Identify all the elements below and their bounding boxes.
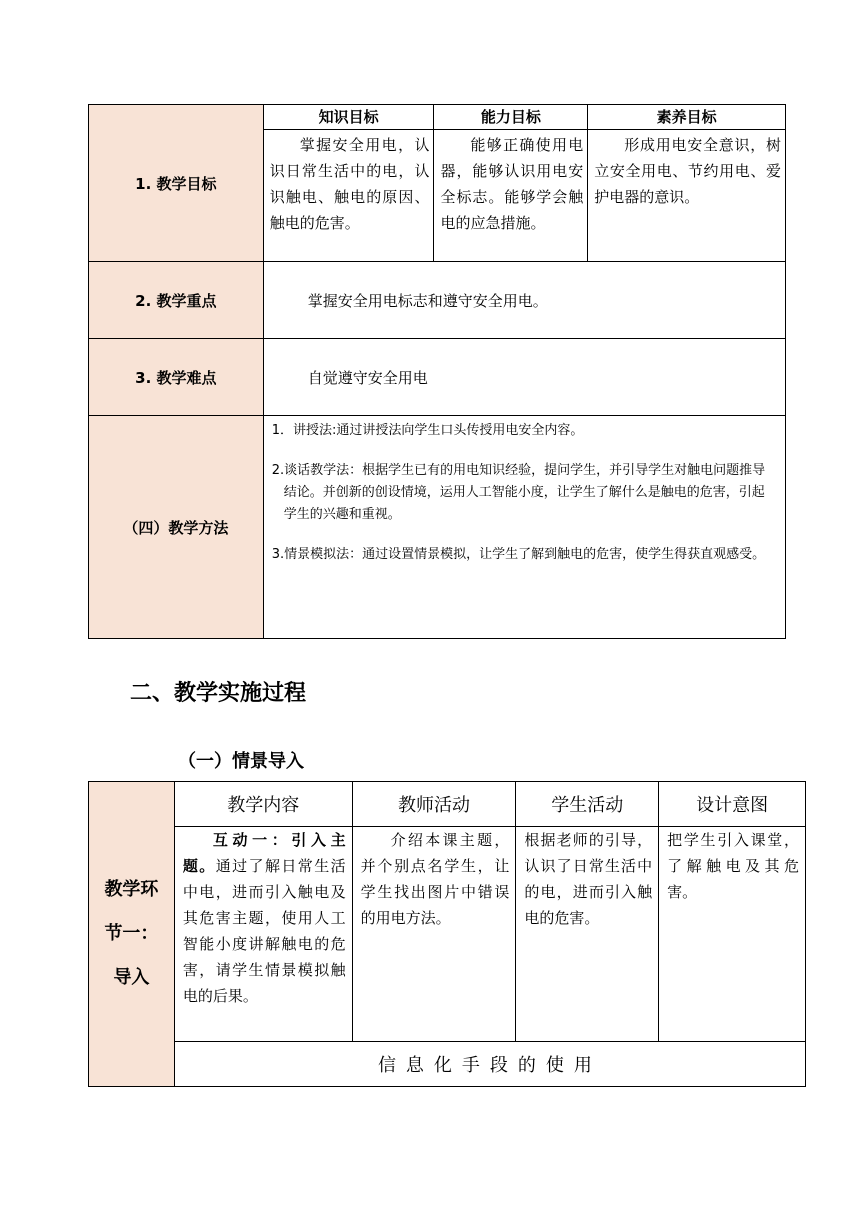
interaction-title: 互动一：引入主题。 [182, 831, 346, 875]
teaching-goals-table [88, 104, 786, 639]
method-item: 2.谈话教学法：根据学生已有的用电知识经验，提问学生，并引导学生对触电问题推导结论。并创新的创设情境，运用人工智能小度，让学生了解什么是触电的危害，引起学生的兴趣和重视。 [271, 463, 766, 522]
header-teacher: 教师活动 [352, 782, 516, 827]
header-student: 学生活动 [516, 782, 659, 827]
methods-label: （四）教学方法 [89, 416, 264, 639]
ability-goal: 能够正确使用电器，能够认识用电安全标志。能够学会触电的应急措施。 [434, 130, 588, 262]
subsection-title: （一）情景导入 [178, 751, 304, 772]
focus-label: 2. 教学重点 [89, 262, 264, 339]
teacher-activity: 介绍本课主题，并个别点名学生，让学生找出图片中错误的用电方法。 [352, 827, 516, 1042]
section-title: 二、教学实施过程 [130, 681, 307, 706]
it-usage-row: 信息化手段的使用 [174, 1042, 805, 1087]
method-item: 1．讲授法:通过讲授法向学生口头传授用电安全内容。 [271, 423, 584, 438]
content-text: 通过了解日常生活中电，进而引入触电及其危害主题，使用人工智能小度讲解触电的危害，请学生情景模拟触电的后果。 [182, 857, 346, 1005]
header-knowledge: 知识目标 [263, 105, 434, 130]
content-cell [174, 827, 352, 1042]
header-ability: 能力目标 [434, 105, 588, 130]
header-literacy: 素养目标 [588, 105, 786, 130]
header-intent: 设计意图 [659, 782, 806, 827]
student-activity: 根据老师的引导，认识了日常生活中的电，进而引入触电的危害。 [516, 827, 659, 1042]
design-intent: 把学生引入课堂，了解触电及其危害。 [659, 827, 806, 1042]
methods-content [263, 416, 785, 639]
method-item: 3.情景模拟法：通过设置情景模拟，让学生了解到触电的危害，使学生得获直观感受。 [271, 547, 766, 562]
stage-label: 教学环 节一： 导入 [89, 782, 175, 1087]
difficulty-label: 3. 教学难点 [89, 339, 264, 416]
difficulty-content: 自觉遵守安全用电 [263, 339, 785, 416]
literacy-goal: 形成用电安全意识，树立安全用电、节约用电、爱护电器的意识。 [588, 130, 786, 262]
lesson-process-table [88, 781, 806, 1087]
goals-label: 1. 教学目标 [89, 105, 264, 262]
focus-content: 掌握安全用电标志和遵守安全用电。 [263, 262, 785, 339]
header-content: 教学内容 [174, 782, 352, 827]
knowledge-goal: 掌握安全用电，认识日常生活中的电，认识触电、触电的原因、触电的危害。 [263, 130, 434, 262]
